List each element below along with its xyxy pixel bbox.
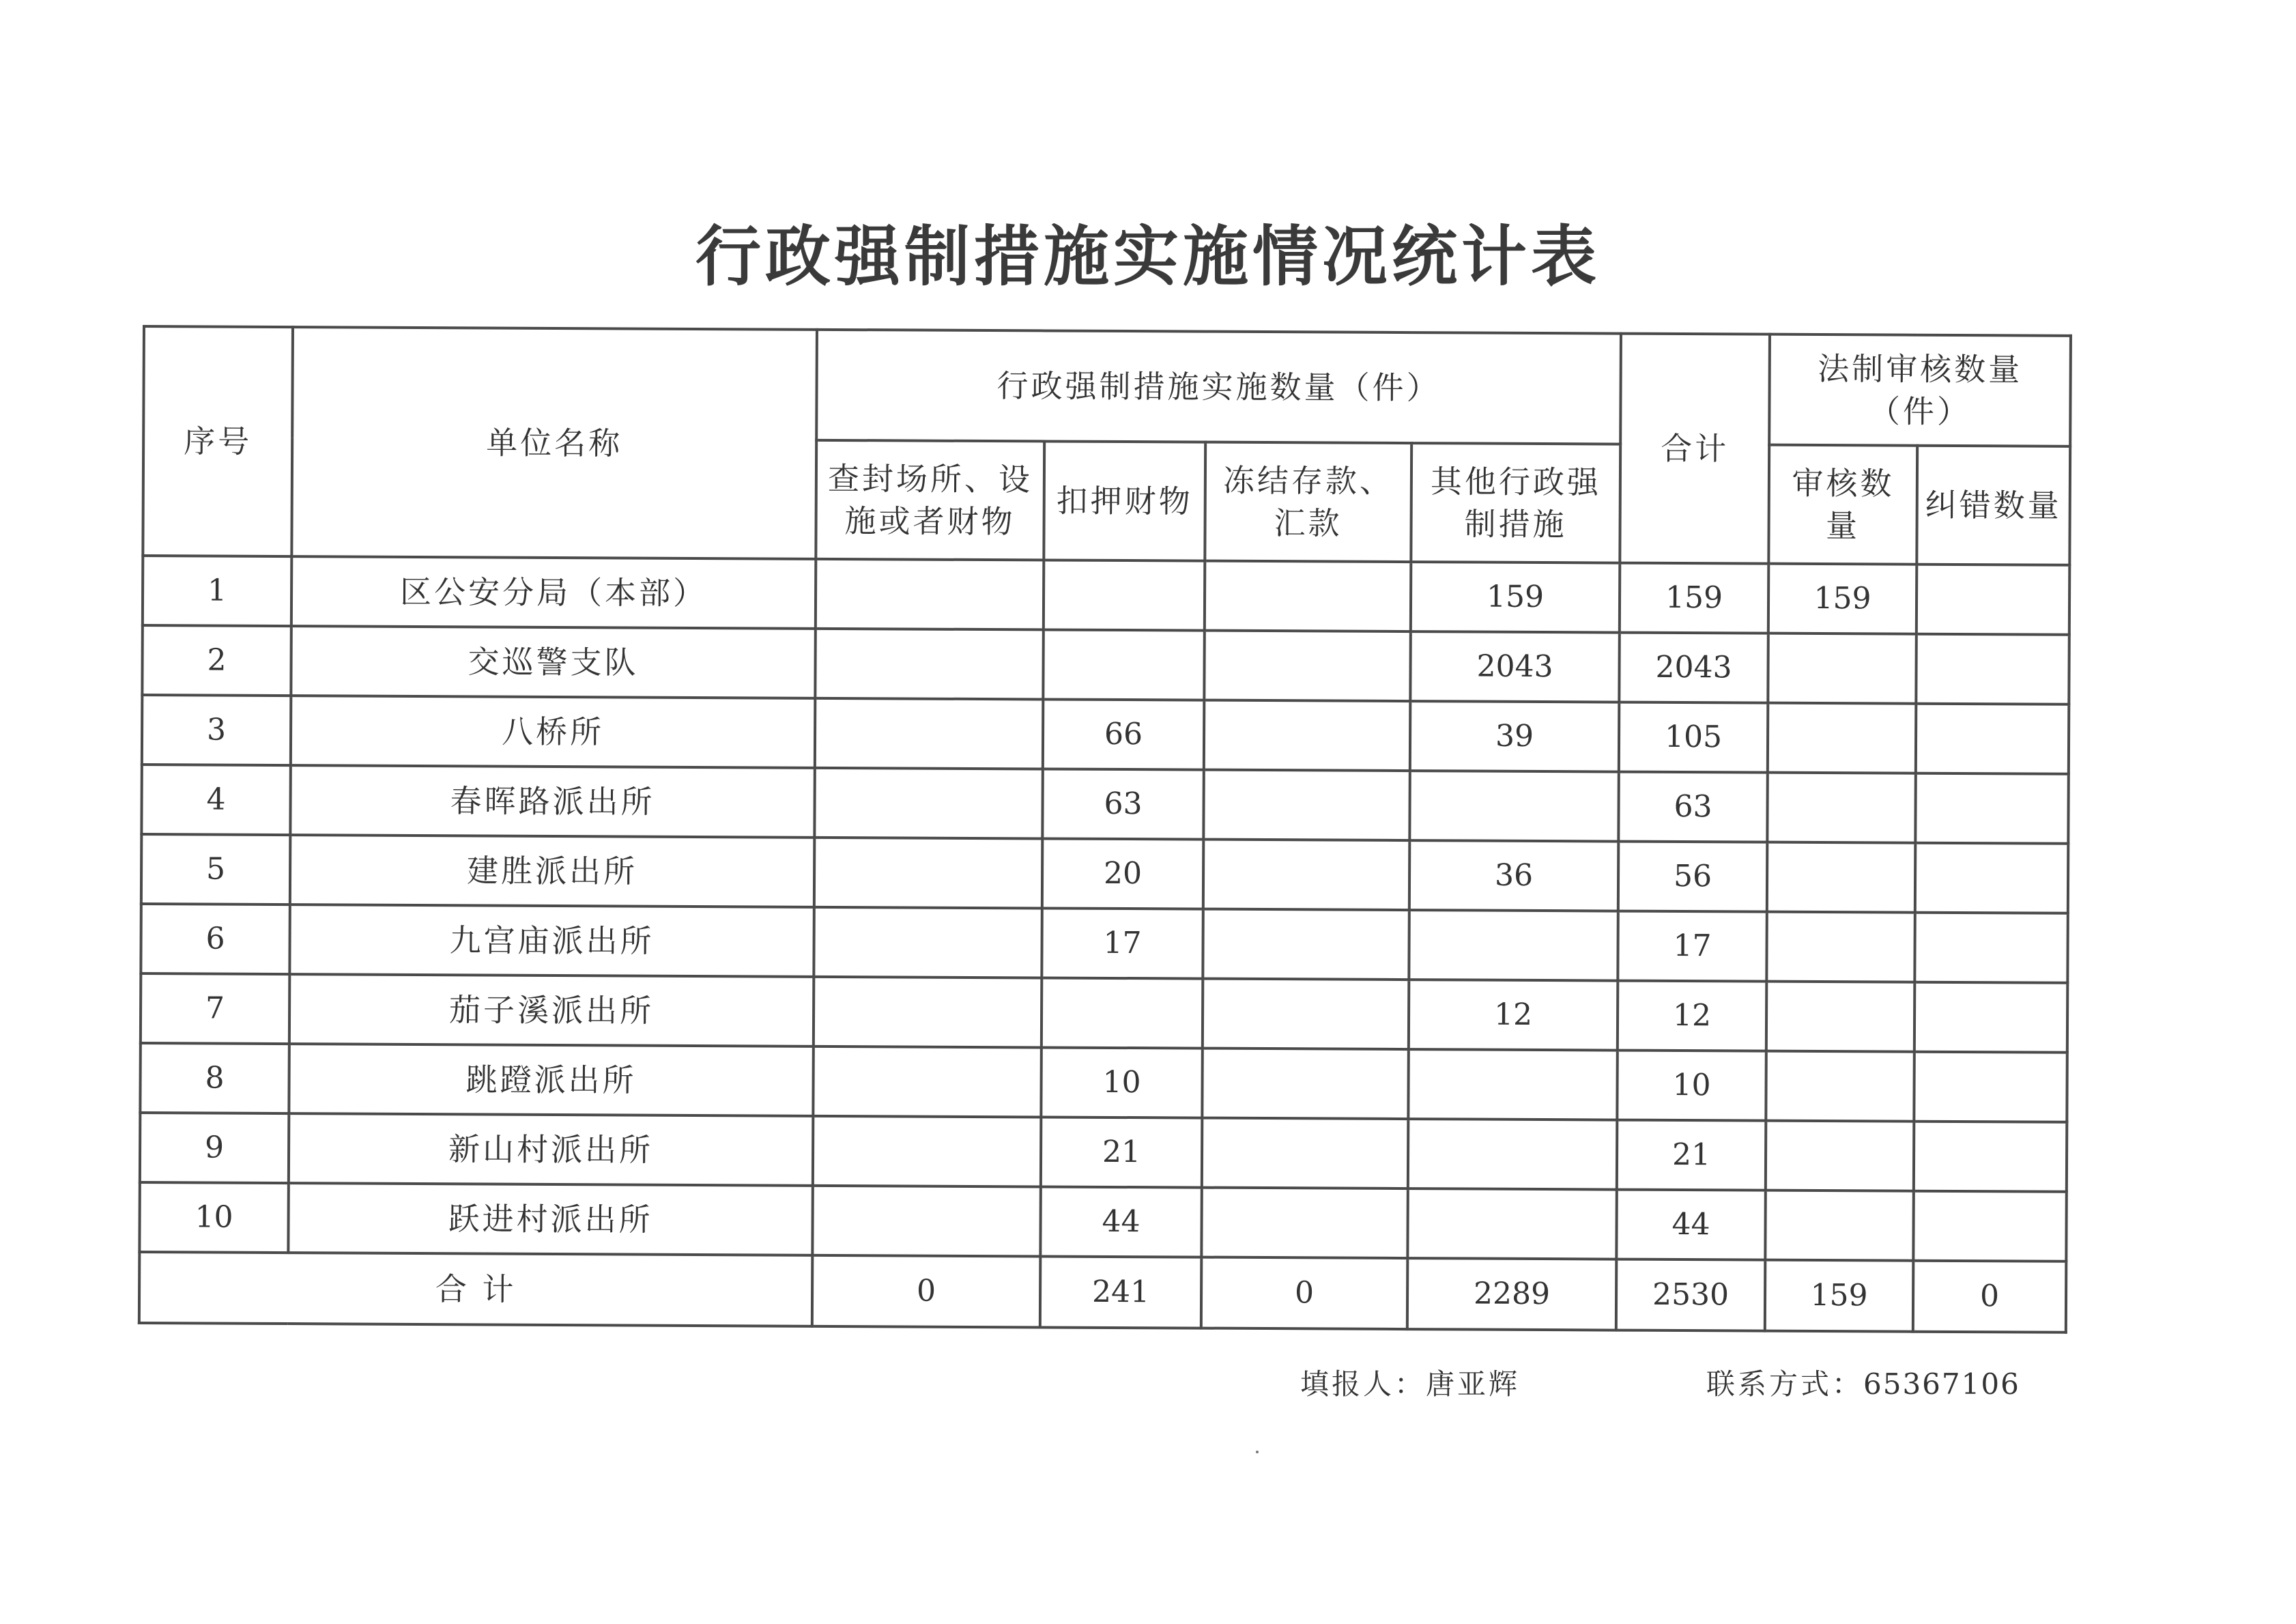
cell-freeze [1202,1118,1408,1188]
cell-unit: 九宫庙派出所 [289,904,814,977]
cell-seq: 6 [141,904,289,974]
cell-reviewed [1767,773,1915,843]
totals-row [139,1252,2066,1333]
cell-reviewed [1766,912,1914,982]
cell-corrected [1916,704,2069,774]
table-row [141,904,2067,983]
cell-other [1409,771,1618,841]
cell-seize: 10 [1041,1047,1202,1117]
cell-corrected [1914,1122,2067,1192]
cell-unit: 八桥所 [291,696,815,768]
totals-seal: 0 [812,1255,1041,1328]
cell-other: 2043 [1410,631,1619,702]
cell-seize: 63 [1042,769,1203,839]
table-row [139,1182,2066,1262]
table-row [141,834,2068,913]
totals-total: 2530 [1616,1259,1766,1331]
cell-seal [812,1186,1040,1257]
header-measures-group: 行政强制措施实施数量（件） [816,330,1621,444]
cell-total: 17 [1618,911,1766,982]
cell-seq: 2 [142,625,291,696]
cell-unit: 跃进村派出所 [288,1183,812,1255]
header-other: 其他行政强制措施 [1411,443,1620,562]
contact-value: 65367106 [1863,1367,2020,1401]
table-row [143,556,2069,635]
cell-freeze [1204,631,1410,701]
cell-seq: 3 [142,695,291,765]
header-reviewed: 审核数量 [1768,445,1917,565]
totals-reviewed: 159 [1765,1260,1914,1332]
cell-reviewed [1765,1191,1913,1261]
statistics-table [138,325,2072,1334]
cell-corrected [1915,773,2068,844]
cell-corrected [1915,843,2068,913]
document-title: 行政强制措施实施情况统计表 [695,218,1601,295]
cell-seize: 17 [1042,908,1203,978]
cell-other [1409,910,1618,980]
cell-seq: 5 [141,834,290,904]
cell-reviewed [1768,633,1916,704]
cell-seq: 10 [139,1182,288,1253]
table-header [143,326,2071,565]
scan-speck [1256,1451,1259,1453]
cell-corrected [1914,1052,2067,1122]
cell-total: 63 [1618,772,1767,842]
cell-corrected [1917,565,2069,635]
filler-label: 填报人： [1300,1367,1426,1401]
cell-reviewed [1766,982,1914,1052]
cell-corrected [1914,982,2067,1053]
cell-corrected [1913,1191,2066,1262]
totals-label: 合 计 [139,1252,812,1326]
cell-seal [815,629,1043,700]
cell-seize: 44 [1040,1186,1201,1257]
totals-other: 2289 [1407,1258,1617,1330]
cell-reviewed [1766,1051,1914,1122]
totals-freeze: 0 [1201,1257,1408,1329]
cell-seize [1043,629,1204,700]
cell-seize [1044,560,1205,630]
cell-seize: 20 [1042,838,1203,909]
cell-reviewed [1768,703,1916,773]
cell-total: 10 [1617,1051,1766,1121]
cell-seal [814,977,1042,1048]
cell-total: 159 [1620,563,1768,633]
header-freeze: 冻结存款、汇款 [1205,442,1411,562]
table-row [142,625,2069,704]
cell-total: 2043 [1619,633,1768,703]
cell-seal [814,907,1042,978]
cell-total: 105 [1619,702,1768,773]
contact-label: 联系方式： [1706,1367,1864,1401]
cell-other: 159 [1411,562,1620,632]
cell-unit: 建胜派出所 [290,835,814,907]
cell-freeze [1203,840,1409,910]
cell-freeze [1201,1188,1407,1258]
cell-seal [814,768,1042,839]
cell-seal [814,838,1042,909]
header-total: 合计 [1620,334,1770,564]
header-seq: 序号 [143,326,293,556]
cell-seq: 8 [140,1043,289,1113]
cell-seal [816,559,1044,630]
table-row [141,765,2068,844]
cell-other: 12 [1409,980,1618,1050]
header-review-group: 法制审核数量（件） [1769,334,2071,446]
cell-corrected [1916,634,2069,704]
table-row [140,1043,2067,1122]
cell-total: 12 [1618,981,1766,1051]
totals-seize: 241 [1040,1256,1202,1328]
cell-seq: 9 [140,1113,289,1183]
cell-seq: 1 [143,556,291,626]
cell-reviewed: 159 [1768,564,1917,634]
cell-total: 21 [1617,1120,1766,1191]
cell-seal [813,1116,1041,1187]
cell-unit: 区公安分局（本部） [291,556,816,629]
cell-unit: 交巡警支队 [291,626,815,698]
table-footer [139,1252,2066,1333]
cell-unit: 跳蹬派出所 [289,1044,813,1116]
cell-seal [813,1046,1041,1117]
cell-seize: 66 [1043,699,1204,769]
header-corrected: 纠错数量 [1917,446,2070,565]
cell-total: 56 [1618,842,1767,912]
contact-info [1706,1362,2020,1403]
cell-seq: 7 [141,973,289,1044]
cell-seal [815,698,1043,769]
header-seal: 查封场所、设施或者财物 [816,440,1044,560]
table-body [139,556,2069,1262]
header-unit-name: 单位名称 [291,327,817,559]
table-row [141,973,2067,1053]
cell-corrected [1914,913,2067,983]
cell-seq: 4 [141,765,290,835]
cell-other: 39 [1410,701,1619,771]
cell-freeze [1203,979,1409,1049]
cell-other [1408,1119,1617,1189]
cell-unit: 茄子溪派出所 [289,974,814,1046]
cell-other: 36 [1409,840,1618,911]
cell-freeze [1205,561,1411,631]
cell-reviewed [1767,842,1915,913]
cell-freeze [1204,700,1410,771]
cell-freeze [1203,909,1409,980]
filler-name: 唐亚辉 [1426,1367,1521,1401]
table-row [142,695,2069,774]
header-row-1 [143,326,2071,446]
totals-corrected: 0 [1913,1261,2067,1333]
cell-unit: 春晖路派出所 [290,765,814,838]
cell-seize: 21 [1041,1117,1202,1187]
table-row [140,1113,2067,1192]
cell-total: 44 [1616,1190,1765,1260]
cell-freeze [1202,1049,1408,1119]
filler-info [1300,1362,1520,1403]
header-seize: 扣押财物 [1044,441,1205,560]
cell-freeze [1203,770,1409,840]
cell-other [1408,1049,1617,1120]
cell-other [1407,1188,1616,1259]
cell-seize [1042,978,1203,1048]
cell-unit: 新山村派出所 [289,1113,813,1186]
cell-reviewed [1766,1121,1914,1191]
